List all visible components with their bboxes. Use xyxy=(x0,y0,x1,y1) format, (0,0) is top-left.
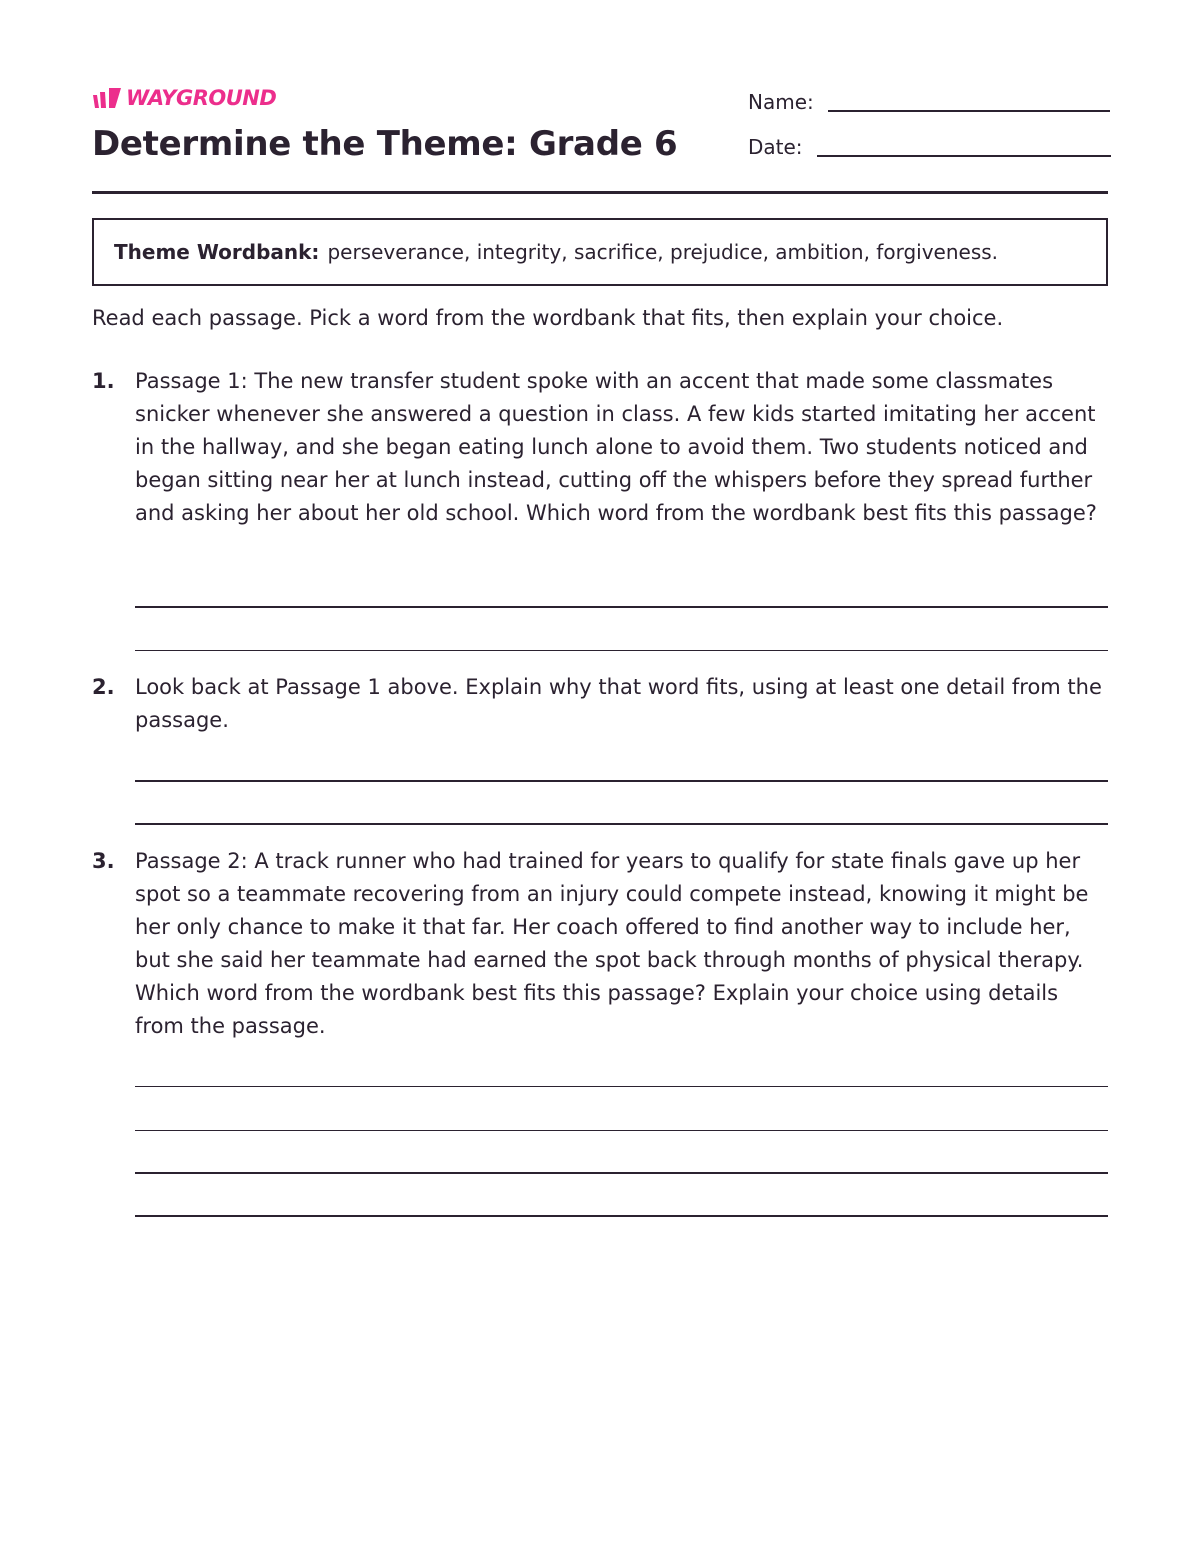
name-label: Name: xyxy=(748,90,814,114)
question-text: Passage 1: The new transfer student spoke with an accent that made some classmates snicker whenever she answered a question in class. A few kids started imitating her accent in the hallway, and she began eating lunch alone to avoid them. Two students noticed and began sitting near her at lunch instead, cutting off the whispers before they spread further and asking her about her old school. Which word from the wordbank best fits this passage? xyxy=(135,369,1097,525)
page-title: Determine the Theme: Grade 6 xyxy=(92,124,678,164)
answer-line-q3-2[interactable] xyxy=(135,1130,1108,1131)
question-number: 3. xyxy=(92,849,115,873)
answer-line-q3-1[interactable] xyxy=(135,1086,1108,1087)
brand-logo xyxy=(92,86,276,110)
answer-line-q2-2[interactable] xyxy=(135,823,1108,825)
wayground-logo-icon xyxy=(92,87,122,109)
date-field xyxy=(748,135,1111,159)
wordbank-words: perseverance, integrity, sacrifice, prejudice, ambition, forgiveness. xyxy=(327,240,999,264)
theme-wordbank-box xyxy=(92,218,1108,286)
worksheet-header xyxy=(92,0,1108,195)
logo-wordmark: WAYGROUND xyxy=(126,86,277,110)
question-3 xyxy=(92,845,1108,1043)
instructions: Read each passage. Pick a word from the wordbank that fits, then explain your choice. xyxy=(92,306,1004,330)
question-text: Passage 2: A track runner who had trained for years to qualify for state finals gave up her spot so a teammate recovering from an injury could compete instead, knowing it might be her only chance to make it that far. Her coach offered to find another way to include her, but she said her teammate had earned the spot back through months of physical therapy. Which word from the wordbank best fits this passage? Explain your choice using details from the passage. xyxy=(135,849,1089,1038)
question-text: Look back at Passage 1 above. Explain why that word fits, using at least one detail from the passage. xyxy=(135,675,1102,732)
answer-line-q3-4[interactable] xyxy=(135,1215,1108,1217)
question-2 xyxy=(92,671,1108,737)
answer-line-q1-2[interactable] xyxy=(135,650,1108,651)
date-input-line[interactable] xyxy=(817,155,1111,157)
answer-line-q1-1[interactable] xyxy=(135,606,1108,608)
question-number: 1. xyxy=(92,369,115,393)
wordbank-label: Theme Wordbank: xyxy=(114,240,320,264)
name-field xyxy=(748,90,1110,114)
answer-line-q3-3[interactable] xyxy=(135,1172,1108,1174)
name-input-line[interactable] xyxy=(828,110,1110,112)
question-1 xyxy=(92,365,1108,530)
header-divider xyxy=(92,191,1108,194)
question-number: 2. xyxy=(92,675,115,699)
date-label: Date: xyxy=(748,135,803,159)
answer-line-q2-1[interactable] xyxy=(135,780,1108,782)
